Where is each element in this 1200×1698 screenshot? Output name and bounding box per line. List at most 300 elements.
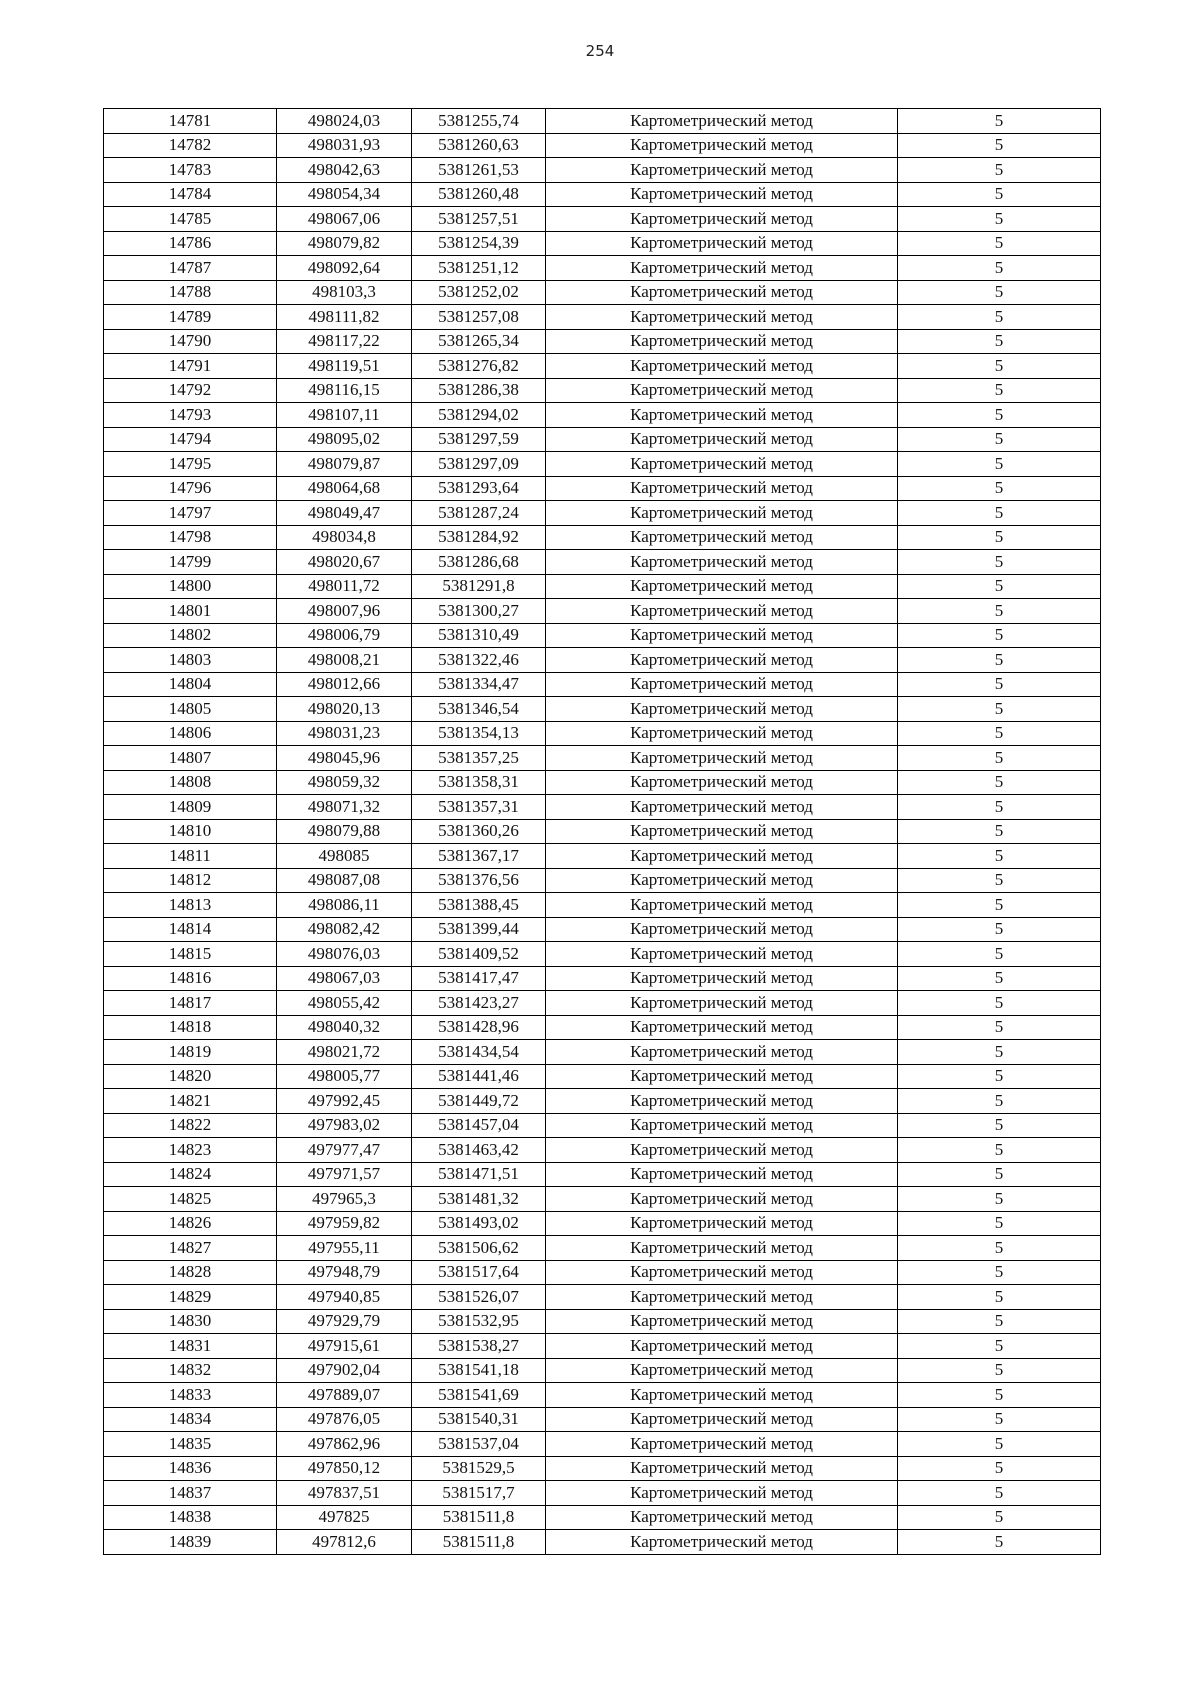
accuracy-cell: 5: [898, 501, 1101, 526]
point-number-cell: 14838: [104, 1505, 277, 1530]
table-row: [104, 1138, 1101, 1163]
point-number-cell: 14789: [104, 305, 277, 330]
y-coordinate-cell: 5381322,46: [412, 648, 546, 673]
table-row: [104, 280, 1101, 305]
y-coordinate-cell: 5381294,02: [412, 403, 546, 428]
point-number-cell: 14824: [104, 1162, 277, 1187]
accuracy-cell: 5: [898, 1236, 1101, 1261]
accuracy-cell: 5: [898, 403, 1101, 428]
method-cell: Картометрический метод: [546, 942, 898, 967]
accuracy-cell: 5: [898, 991, 1101, 1016]
table-row: [104, 1113, 1101, 1138]
point-number-cell: 14803: [104, 648, 277, 673]
y-coordinate-cell: 5381254,39: [412, 231, 546, 256]
y-coordinate-cell: 5381251,12: [412, 256, 546, 281]
accuracy-cell: 5: [898, 697, 1101, 722]
accuracy-cell: 5: [898, 746, 1101, 771]
table-row: [104, 305, 1101, 330]
y-coordinate-cell: 5381300,27: [412, 599, 546, 624]
x-coordinate-cell: 498045,96: [277, 746, 412, 771]
x-coordinate-cell: 498103,3: [277, 280, 412, 305]
accuracy-cell: 5: [898, 819, 1101, 844]
x-coordinate-cell: 498054,34: [277, 182, 412, 207]
y-coordinate-cell: 5381358,31: [412, 770, 546, 795]
accuracy-cell: 5: [898, 280, 1101, 305]
table-row: [104, 1530, 1101, 1555]
table-row: [104, 378, 1101, 403]
point-number-cell: 14794: [104, 427, 277, 452]
accuracy-cell: 5: [898, 1456, 1101, 1481]
method-cell: Картометрический метод: [546, 746, 898, 771]
y-coordinate-cell: 5381360,26: [412, 819, 546, 844]
point-number-cell: 14811: [104, 844, 277, 869]
x-coordinate-cell: 498031,93: [277, 133, 412, 158]
x-coordinate-cell: 498012,66: [277, 672, 412, 697]
x-coordinate-cell: 497876,05: [277, 1407, 412, 1432]
accuracy-cell: 5: [898, 1309, 1101, 1334]
accuracy-cell: 5: [898, 844, 1101, 869]
point-number-cell: 14788: [104, 280, 277, 305]
accuracy-cell: 5: [898, 1530, 1101, 1555]
point-number-cell: 14800: [104, 574, 277, 599]
x-coordinate-cell: 498076,03: [277, 942, 412, 967]
point-number-cell: 14798: [104, 525, 277, 550]
point-number-cell: 14786: [104, 231, 277, 256]
accuracy-cell: 5: [898, 182, 1101, 207]
accuracy-cell: 5: [898, 1407, 1101, 1432]
table-row: [104, 1236, 1101, 1261]
accuracy-cell: 5: [898, 1383, 1101, 1408]
point-number-cell: 14809: [104, 795, 277, 820]
point-number-cell: 14828: [104, 1260, 277, 1285]
method-cell: Картометрический метод: [546, 1334, 898, 1359]
table-row: [104, 1481, 1101, 1506]
point-number-cell: 14802: [104, 623, 277, 648]
method-cell: Картометрический метод: [546, 844, 898, 869]
accuracy-cell: 5: [898, 1432, 1101, 1457]
y-coordinate-cell: 5381257,51: [412, 207, 546, 232]
coordinates-table-body: [104, 109, 1101, 1555]
point-number-cell: 14831: [104, 1334, 277, 1359]
table-row: [104, 746, 1101, 771]
y-coordinate-cell: 5381310,49: [412, 623, 546, 648]
y-coordinate-cell: 5381457,04: [412, 1113, 546, 1138]
method-cell: Картометрический метод: [546, 1309, 898, 1334]
method-cell: Картометрический метод: [546, 623, 898, 648]
table-row: [104, 476, 1101, 501]
table-row: [104, 158, 1101, 183]
method-cell: Картометрический метод: [546, 525, 898, 550]
x-coordinate-cell: 498040,32: [277, 1015, 412, 1040]
method-cell: Картометрический метод: [546, 1407, 898, 1432]
point-number-cell: 14783: [104, 158, 277, 183]
method-cell: Картометрический метод: [546, 1162, 898, 1187]
y-coordinate-cell: 5381357,25: [412, 746, 546, 771]
x-coordinate-cell: 498005,77: [277, 1064, 412, 1089]
table-row: [104, 1432, 1101, 1457]
x-coordinate-cell: 498087,08: [277, 868, 412, 893]
x-coordinate-cell: 497915,61: [277, 1334, 412, 1359]
x-coordinate-cell: 498049,47: [277, 501, 412, 526]
accuracy-cell: 5: [898, 207, 1101, 232]
x-coordinate-cell: 497850,12: [277, 1456, 412, 1481]
y-coordinate-cell: 5381286,68: [412, 550, 546, 575]
table-row: [104, 1162, 1101, 1187]
method-cell: Картометрический метод: [546, 672, 898, 697]
table-row: [104, 329, 1101, 354]
point-number-cell: 14834: [104, 1407, 277, 1432]
x-coordinate-cell: 497959,82: [277, 1211, 412, 1236]
y-coordinate-cell: 5381526,07: [412, 1285, 546, 1310]
accuracy-cell: 5: [898, 329, 1101, 354]
accuracy-cell: 5: [898, 231, 1101, 256]
y-coordinate-cell: 5381537,04: [412, 1432, 546, 1457]
point-number-cell: 14807: [104, 746, 277, 771]
y-coordinate-cell: 5381493,02: [412, 1211, 546, 1236]
x-coordinate-cell: 498067,03: [277, 966, 412, 991]
method-cell: Картометрический метод: [546, 599, 898, 624]
method-cell: Картометрический метод: [546, 1383, 898, 1408]
table-row: [104, 427, 1101, 452]
table-row: [104, 721, 1101, 746]
x-coordinate-cell: 497948,79: [277, 1260, 412, 1285]
point-number-cell: 14796: [104, 476, 277, 501]
table-row: [104, 1211, 1101, 1236]
method-cell: Картометрический метод: [546, 1211, 898, 1236]
y-coordinate-cell: 5381260,48: [412, 182, 546, 207]
table-row: [104, 1040, 1101, 1065]
y-coordinate-cell: 5381260,63: [412, 133, 546, 158]
coordinates-table: [103, 108, 1101, 1555]
x-coordinate-cell: 498042,63: [277, 158, 412, 183]
table-row: [104, 452, 1101, 477]
x-coordinate-cell: 498116,15: [277, 378, 412, 403]
y-coordinate-cell: 5381284,92: [412, 525, 546, 550]
table-row: [104, 770, 1101, 795]
method-cell: Картометрический метод: [546, 917, 898, 942]
method-cell: Картометрический метод: [546, 1285, 898, 1310]
method-cell: Картометрический метод: [546, 501, 898, 526]
accuracy-cell: 5: [898, 721, 1101, 746]
table-row: [104, 795, 1101, 820]
method-cell: Картометрический метод: [546, 378, 898, 403]
y-coordinate-cell: 5381511,8: [412, 1505, 546, 1530]
x-coordinate-cell: 498021,72: [277, 1040, 412, 1065]
accuracy-cell: 5: [898, 133, 1101, 158]
x-coordinate-cell: 497825: [277, 1505, 412, 1530]
point-number-cell: 14825: [104, 1187, 277, 1212]
accuracy-cell: 5: [898, 452, 1101, 477]
method-cell: Картометрический метод: [546, 109, 898, 134]
table-row: [104, 942, 1101, 967]
method-cell: Картометрический метод: [546, 231, 898, 256]
y-coordinate-cell: 5381291,8: [412, 574, 546, 599]
method-cell: Картометрический метод: [546, 1040, 898, 1065]
y-coordinate-cell: 5381287,24: [412, 501, 546, 526]
point-number-cell: 14833: [104, 1383, 277, 1408]
method-cell: Картометрический метод: [546, 1015, 898, 1040]
method-cell: Картометрический метод: [546, 256, 898, 281]
point-number-cell: 14813: [104, 893, 277, 918]
x-coordinate-cell: 497955,11: [277, 1236, 412, 1261]
point-number-cell: 14815: [104, 942, 277, 967]
accuracy-cell: 5: [898, 1481, 1101, 1506]
y-coordinate-cell: 5381346,54: [412, 697, 546, 722]
x-coordinate-cell: 498086,11: [277, 893, 412, 918]
table-row: [104, 525, 1101, 550]
point-number-cell: 14821: [104, 1089, 277, 1114]
method-cell: Картометрический метод: [546, 280, 898, 305]
x-coordinate-cell: 498007,96: [277, 599, 412, 624]
accuracy-cell: 5: [898, 648, 1101, 673]
x-coordinate-cell: 497983,02: [277, 1113, 412, 1138]
y-coordinate-cell: 5381297,59: [412, 427, 546, 452]
accuracy-cell: 5: [898, 770, 1101, 795]
accuracy-cell: 5: [898, 623, 1101, 648]
y-coordinate-cell: 5381541,69: [412, 1383, 546, 1408]
y-coordinate-cell: 5381252,02: [412, 280, 546, 305]
method-cell: Картометрический метод: [546, 893, 898, 918]
accuracy-cell: 5: [898, 574, 1101, 599]
table-row: [104, 133, 1101, 158]
x-coordinate-cell: 497971,57: [277, 1162, 412, 1187]
y-coordinate-cell: 5381367,17: [412, 844, 546, 869]
accuracy-cell: 5: [898, 305, 1101, 330]
point-number-cell: 14830: [104, 1309, 277, 1334]
accuracy-cell: 5: [898, 1211, 1101, 1236]
accuracy-cell: 5: [898, 476, 1101, 501]
method-cell: Картометрический метод: [546, 1138, 898, 1163]
x-coordinate-cell: 497977,47: [277, 1138, 412, 1163]
table-row: [104, 1456, 1101, 1481]
point-number-cell: 14837: [104, 1481, 277, 1506]
table-row: [104, 1383, 1101, 1408]
x-coordinate-cell: 498031,23: [277, 721, 412, 746]
y-coordinate-cell: 5381423,27: [412, 991, 546, 1016]
x-coordinate-cell: 498119,51: [277, 354, 412, 379]
point-number-cell: 14816: [104, 966, 277, 991]
y-coordinate-cell: 5381449,72: [412, 1089, 546, 1114]
method-cell: Картометрический метод: [546, 966, 898, 991]
point-number-cell: 14782: [104, 133, 277, 158]
point-number-cell: 14792: [104, 378, 277, 403]
method-cell: Картометрический метод: [546, 403, 898, 428]
method-cell: Картометрический метод: [546, 1432, 898, 1457]
method-cell: Картометрический метод: [546, 1456, 898, 1481]
method-cell: Картометрический метод: [546, 1260, 898, 1285]
x-coordinate-cell: 497837,51: [277, 1481, 412, 1506]
point-number-cell: 14793: [104, 403, 277, 428]
accuracy-cell: 5: [898, 1260, 1101, 1285]
x-coordinate-cell: 497929,79: [277, 1309, 412, 1334]
table-row: [104, 648, 1101, 673]
x-coordinate-cell: 498055,42: [277, 991, 412, 1016]
accuracy-cell: 5: [898, 917, 1101, 942]
y-coordinate-cell: 5381532,95: [412, 1309, 546, 1334]
table-row: [104, 893, 1101, 918]
y-coordinate-cell: 5381517,7: [412, 1481, 546, 1506]
y-coordinate-cell: 5381257,08: [412, 305, 546, 330]
accuracy-cell: 5: [898, 550, 1101, 575]
accuracy-cell: 5: [898, 1113, 1101, 1138]
x-coordinate-cell: 498006,79: [277, 623, 412, 648]
x-coordinate-cell: 497862,96: [277, 1432, 412, 1457]
method-cell: Картометрический метод: [546, 721, 898, 746]
x-coordinate-cell: 498034,8: [277, 525, 412, 550]
table-row: [104, 868, 1101, 893]
table-row: [104, 819, 1101, 844]
table-row: [104, 697, 1101, 722]
x-coordinate-cell: 498111,82: [277, 305, 412, 330]
accuracy-cell: 5: [898, 525, 1101, 550]
point-number-cell: 14818: [104, 1015, 277, 1040]
x-coordinate-cell: 498020,13: [277, 697, 412, 722]
x-coordinate-cell: 497889,07: [277, 1383, 412, 1408]
table-row: [104, 574, 1101, 599]
x-coordinate-cell: 498085: [277, 844, 412, 869]
x-coordinate-cell: 498082,42: [277, 917, 412, 942]
y-coordinate-cell: 5381541,18: [412, 1358, 546, 1383]
point-number-cell: 14791: [104, 354, 277, 379]
method-cell: Картометрический метод: [546, 648, 898, 673]
accuracy-cell: 5: [898, 672, 1101, 697]
accuracy-cell: 5: [898, 256, 1101, 281]
y-coordinate-cell: 5381529,5: [412, 1456, 546, 1481]
table-row: [104, 354, 1101, 379]
table-row: [104, 256, 1101, 281]
accuracy-cell: 5: [898, 966, 1101, 991]
point-number-cell: 14823: [104, 1138, 277, 1163]
accuracy-cell: 5: [898, 1015, 1101, 1040]
table-row: [104, 844, 1101, 869]
point-number-cell: 14806: [104, 721, 277, 746]
point-number-cell: 14784: [104, 182, 277, 207]
x-coordinate-cell: 498059,32: [277, 770, 412, 795]
x-coordinate-cell: 497812,6: [277, 1530, 412, 1555]
accuracy-cell: 5: [898, 1358, 1101, 1383]
y-coordinate-cell: 5381293,64: [412, 476, 546, 501]
table-row: [104, 109, 1101, 134]
point-number-cell: 14826: [104, 1211, 277, 1236]
y-coordinate-cell: 5381481,32: [412, 1187, 546, 1212]
table-row: [104, 1505, 1101, 1530]
method-cell: Картометрический метод: [546, 1089, 898, 1114]
y-coordinate-cell: 5381538,27: [412, 1334, 546, 1359]
accuracy-cell: 5: [898, 1138, 1101, 1163]
x-coordinate-cell: 498067,06: [277, 207, 412, 232]
method-cell: Картометрический метод: [546, 550, 898, 575]
y-coordinate-cell: 5381428,96: [412, 1015, 546, 1040]
point-number-cell: 14839: [104, 1530, 277, 1555]
table-row: [104, 1187, 1101, 1212]
x-coordinate-cell: 498117,22: [277, 329, 412, 354]
accuracy-cell: 5: [898, 378, 1101, 403]
method-cell: Картометрический метод: [546, 452, 898, 477]
y-coordinate-cell: 5381334,47: [412, 672, 546, 697]
table-row: [104, 917, 1101, 942]
y-coordinate-cell: 5381376,56: [412, 868, 546, 893]
method-cell: Картометрический метод: [546, 1505, 898, 1530]
point-number-cell: 14835: [104, 1432, 277, 1457]
x-coordinate-cell: 497992,45: [277, 1089, 412, 1114]
table-row: [104, 1064, 1101, 1089]
point-number-cell: 14817: [104, 991, 277, 1016]
y-coordinate-cell: 5381261,53: [412, 158, 546, 183]
table-row: [104, 672, 1101, 697]
accuracy-cell: 5: [898, 1334, 1101, 1359]
y-coordinate-cell: 5381511,8: [412, 1530, 546, 1555]
method-cell: Картометрический метод: [546, 1187, 898, 1212]
accuracy-cell: 5: [898, 1064, 1101, 1089]
accuracy-cell: 5: [898, 868, 1101, 893]
method-cell: Картометрический метод: [546, 819, 898, 844]
method-cell: Картометрический метод: [546, 1530, 898, 1555]
y-coordinate-cell: 5381357,31: [412, 795, 546, 820]
method-cell: Картометрический метод: [546, 868, 898, 893]
accuracy-cell: 5: [898, 1089, 1101, 1114]
y-coordinate-cell: 5381255,74: [412, 109, 546, 134]
table-row: [104, 231, 1101, 256]
table-row: [104, 991, 1101, 1016]
accuracy-cell: 5: [898, 1040, 1101, 1065]
table-row: [104, 1260, 1101, 1285]
method-cell: Картометрический метод: [546, 1358, 898, 1383]
x-coordinate-cell: 498079,82: [277, 231, 412, 256]
x-coordinate-cell: 497965,3: [277, 1187, 412, 1212]
table-row: [104, 1015, 1101, 1040]
point-number-cell: 14836: [104, 1456, 277, 1481]
point-number-cell: 14832: [104, 1358, 277, 1383]
point-number-cell: 14805: [104, 697, 277, 722]
x-coordinate-cell: 498020,67: [277, 550, 412, 575]
point-number-cell: 14801: [104, 599, 277, 624]
x-coordinate-cell: 498107,11: [277, 403, 412, 428]
accuracy-cell: 5: [898, 158, 1101, 183]
table-row: [104, 966, 1101, 991]
method-cell: Картометрический метод: [546, 1481, 898, 1506]
accuracy-cell: 5: [898, 599, 1101, 624]
y-coordinate-cell: 5381399,44: [412, 917, 546, 942]
y-coordinate-cell: 5381540,31: [412, 1407, 546, 1432]
y-coordinate-cell: 5381297,09: [412, 452, 546, 477]
method-cell: Картометрический метод: [546, 1064, 898, 1089]
x-coordinate-cell: 498024,03: [277, 109, 412, 134]
method-cell: Картометрический метод: [546, 770, 898, 795]
x-coordinate-cell: 498011,72: [277, 574, 412, 599]
method-cell: Картометрический метод: [546, 427, 898, 452]
accuracy-cell: 5: [898, 354, 1101, 379]
x-coordinate-cell: 498008,21: [277, 648, 412, 673]
point-number-cell: 14810: [104, 819, 277, 844]
method-cell: Картометрический метод: [546, 1113, 898, 1138]
x-coordinate-cell: 498064,68: [277, 476, 412, 501]
y-coordinate-cell: 5381417,47: [412, 966, 546, 991]
method-cell: Картометрический метод: [546, 574, 898, 599]
x-coordinate-cell: 498092,64: [277, 256, 412, 281]
method-cell: Картометрический метод: [546, 133, 898, 158]
y-coordinate-cell: 5381441,46: [412, 1064, 546, 1089]
x-coordinate-cell: 498071,32: [277, 795, 412, 820]
table-row: [104, 1309, 1101, 1334]
method-cell: Картометрический метод: [546, 329, 898, 354]
y-coordinate-cell: 5381434,54: [412, 1040, 546, 1065]
accuracy-cell: 5: [898, 1162, 1101, 1187]
table-row: [104, 403, 1101, 428]
table-row: [104, 1285, 1101, 1310]
accuracy-cell: 5: [898, 893, 1101, 918]
accuracy-cell: 5: [898, 1187, 1101, 1212]
x-coordinate-cell: 498095,02: [277, 427, 412, 452]
